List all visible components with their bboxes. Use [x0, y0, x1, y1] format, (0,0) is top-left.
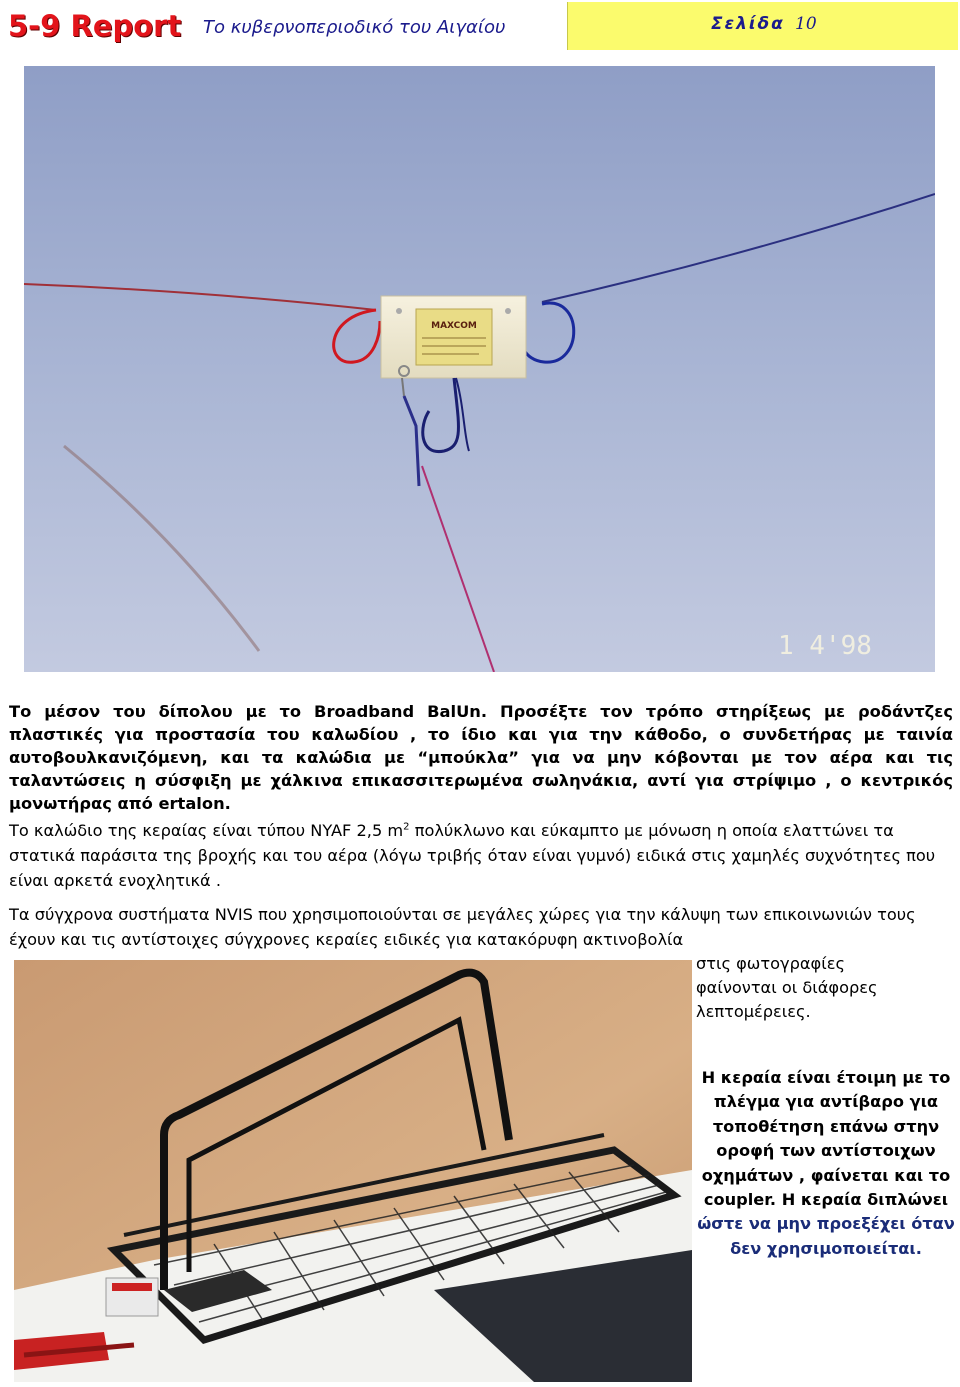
square-superscript: 2	[403, 821, 410, 833]
magazine-brand: 5-9 Report	[8, 9, 182, 43]
page-label: Σελίδα	[711, 14, 785, 34]
side-text-line: λεπτομέρειες.	[696, 1002, 811, 1021]
side-text-line: φαίνονται οι διάφορες	[696, 978, 878, 997]
dipole-balun-photo	[24, 66, 935, 672]
caption-text: Η κεραία είναι έτοιμη με το πλέγμα για αντίβαρο για τοποθέτηση επάνω στην οροφή των αντίστοιχων οχημάτων , φαίνεται και το coupler. Η κεραία διπλώνει	[701, 1068, 951, 1210]
cable-paragraph-end: πολύκλωνο και εύκαμπτο με μόνωση η οποία ελαττώνει τα στατικά παράσιτα της βροχής και του αέρα (λόγω τριβής όταν είναι γυμνό) ειδικά στις χαμηλές συχνότητες που είναι αρκετά ενοχλητικά .	[9, 821, 936, 890]
caption-text-blue: ώστε να μην προεξέχει όταν δεν χρησιμοποιείται.	[697, 1214, 955, 1258]
page-number: 10	[795, 14, 817, 34]
maxcom-logo: MAXCOM	[431, 321, 477, 331]
cable-paragraph	[9, 818, 953, 893]
roof-antenna-caption	[694, 1066, 958, 1261]
cable-paragraph-start: Το καλώδιο της κεραίας είναι τύπου NYAF 2,5 m	[9, 821, 404, 840]
photo-side-text	[696, 952, 956, 1024]
dipole-caption: Το μέσον του δίπολου με το Broadband BalUn. Προσέξτε τον τρόπο στηρίξεως με ροδάντζες πλαστικές για προστασία του καλωδίου , το ίδιο και για την κάθοδο, ο συνδετήρας με ταινία αυτοβουλκανιζόμενη, και τα καλώδια με “μπούκλα” για να μην κόβονται με τον αέρα και τις ταλαντώσεις η σύσφιξη με χάλκινα επικασσιτερωμένα σωληνάκια, αντί για στρίψιμο , ο κεντρικός μονωτήρας από ertalon.	[9, 702, 953, 813]
nvis-paragraph: Τα σύγχρονα συστήματα NVIS που χρησιμοποιούνται σε μεγάλες χώρες για την κάλυψη των επικοινωνιών τους έχουν και τις αντίστοιχες σύγχρονες κεραίες ειδικές για κατακόρυφη ακτινοβολία	[9, 905, 916, 949]
magazine-subtitle: Το κυβερνοπεριοδικό του Αιγαίου	[203, 17, 506, 38]
roof-rack-antenna-photo	[14, 960, 692, 1382]
side-text-line: στις φωτογραφίες	[696, 954, 845, 973]
photo-date-stamp: 1 4'98	[778, 631, 872, 661]
